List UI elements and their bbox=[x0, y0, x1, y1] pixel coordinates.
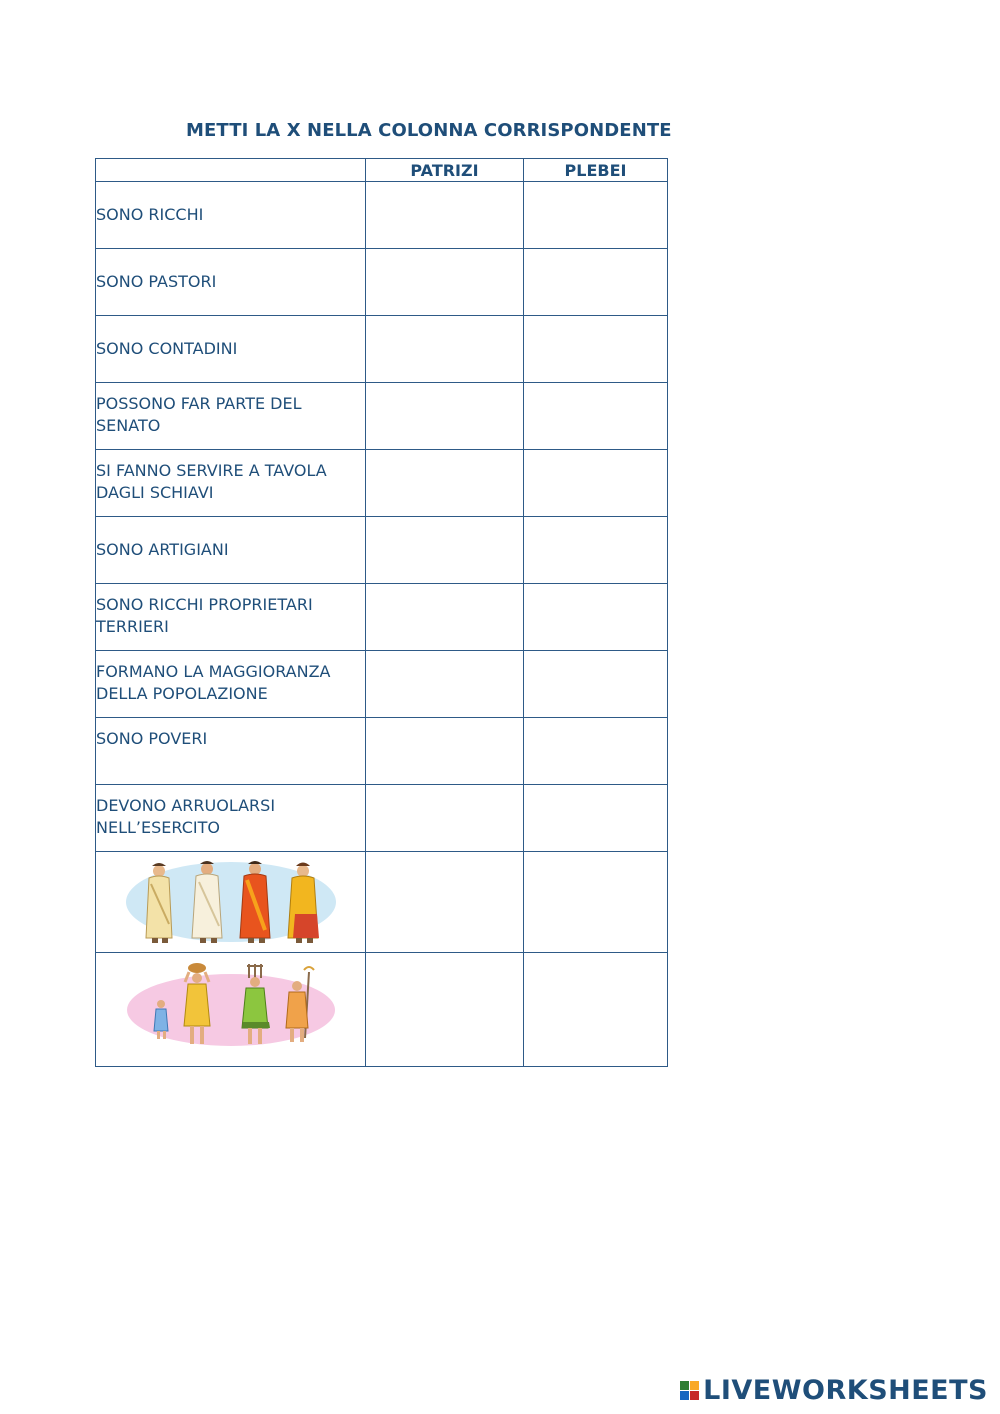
table-row bbox=[96, 517, 668, 584]
plebei-answer-cell[interactable] bbox=[524, 785, 668, 852]
plebei-answer-cell[interactable] bbox=[524, 383, 668, 450]
patrizi-answer-cell[interactable] bbox=[366, 718, 524, 785]
table-row bbox=[96, 651, 668, 718]
patrizi-answer-cell[interactable] bbox=[366, 383, 524, 450]
row-label: SI FANNO SERVIRE A TAVOLA DAGLI SCHIAVI bbox=[96, 450, 366, 517]
table-header-row bbox=[96, 159, 668, 182]
row-label: SONO POVERI bbox=[96, 718, 366, 785]
row-label: SONO PASTORI bbox=[96, 249, 366, 316]
classification-table bbox=[95, 158, 668, 1067]
row-label: SONO CONTADINI bbox=[96, 316, 366, 383]
patrizi-answer-cell[interactable] bbox=[366, 182, 524, 249]
row-label: SONO RICCHI bbox=[96, 182, 366, 249]
row-label: SONO RICCHI PROPRIETARI TERRIERI bbox=[96, 584, 366, 651]
table-row bbox=[96, 718, 668, 785]
row-label: POSSONO FAR PARTE DEL SENATO bbox=[96, 383, 366, 450]
table-row bbox=[96, 383, 668, 450]
patricians-image-cell bbox=[96, 852, 366, 953]
logo-square-blue bbox=[680, 1391, 689, 1400]
brand-name: LIVEWORKSHEETS bbox=[703, 1375, 988, 1406]
row-label: SONO ARTIGIANI bbox=[96, 517, 366, 584]
plebei-answer-cell[interactable] bbox=[524, 517, 668, 584]
plebei-answer-cell[interactable] bbox=[524, 182, 668, 249]
header-patrizi: PATRIZI bbox=[366, 159, 524, 182]
plebei-answer-cell[interactable] bbox=[524, 450, 668, 517]
plebei-answer-cell[interactable] bbox=[524, 953, 668, 1067]
patrizi-answer-cell[interactable] bbox=[366, 249, 524, 316]
plebei-answer-cell[interactable] bbox=[524, 718, 668, 785]
page-title: METTI LA X NELLA COLONNA CORRISPONDENTE bbox=[186, 120, 672, 141]
row-label: DEVONO ARRUOLARSI NELL’ESERCITO bbox=[96, 785, 366, 852]
patrizi-answer-cell[interactable] bbox=[366, 785, 524, 852]
patrizi-answer-cell[interactable] bbox=[366, 450, 524, 517]
logo-square-green bbox=[680, 1381, 689, 1390]
liveworksheets-logo-icon bbox=[680, 1381, 699, 1400]
table-row-image bbox=[96, 953, 668, 1067]
patrizi-answer-cell[interactable] bbox=[366, 517, 524, 584]
table-row bbox=[96, 584, 668, 651]
plebei-answer-cell[interactable] bbox=[524, 651, 668, 718]
patrizi-answer-cell[interactable] bbox=[366, 316, 524, 383]
header-plebei: PLEBEI bbox=[524, 159, 668, 182]
patrizi-answer-cell[interactable] bbox=[366, 651, 524, 718]
table-row bbox=[96, 249, 668, 316]
table-row bbox=[96, 182, 668, 249]
plebeians-illustration bbox=[121, 958, 341, 1062]
plebeians-image-cell bbox=[96, 953, 366, 1067]
table-row-image bbox=[96, 852, 668, 953]
header-blank bbox=[96, 159, 366, 182]
table-row bbox=[96, 785, 668, 852]
logo-square-red bbox=[690, 1391, 699, 1400]
table-row bbox=[96, 450, 668, 517]
plebei-answer-cell[interactable] bbox=[524, 852, 668, 953]
patrizi-answer-cell[interactable] bbox=[366, 852, 524, 953]
row-label: FORMANO LA MAGGIORANZA DELLA POPOLAZIONE bbox=[96, 651, 366, 718]
plebei-answer-cell[interactable] bbox=[524, 316, 668, 383]
patricians-illustration bbox=[121, 854, 341, 950]
patrizi-answer-cell[interactable] bbox=[366, 584, 524, 651]
liveworksheets-logo bbox=[680, 1375, 988, 1406]
logo-square-yellow bbox=[690, 1381, 699, 1390]
plebei-answer-cell[interactable] bbox=[524, 584, 668, 651]
patrizi-answer-cell[interactable] bbox=[366, 953, 524, 1067]
plebei-answer-cell[interactable] bbox=[524, 249, 668, 316]
table-row bbox=[96, 316, 668, 383]
